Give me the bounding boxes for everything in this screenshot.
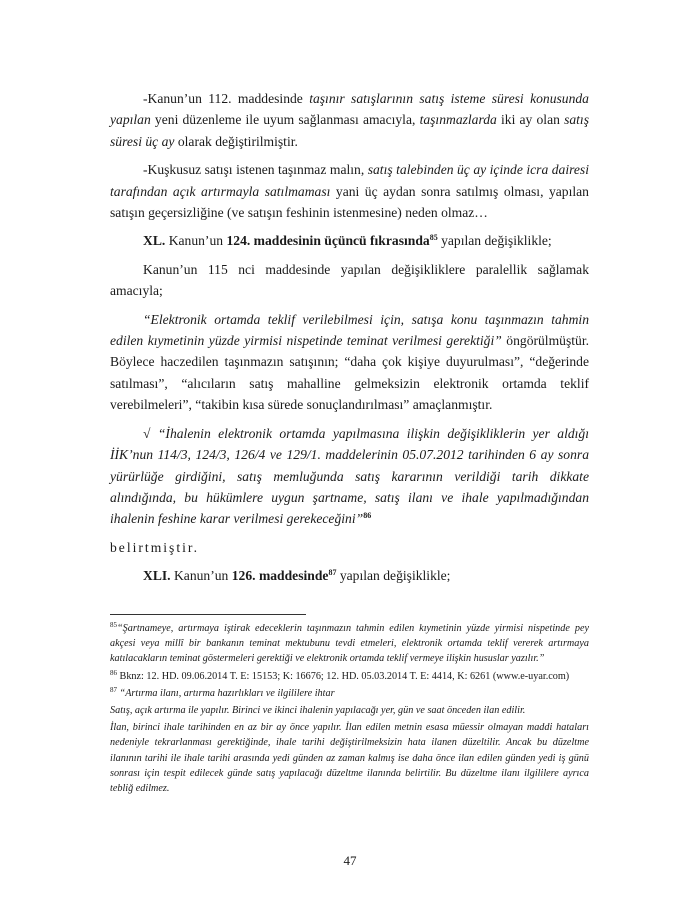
paragraph-court-decision bbox=[110, 423, 589, 530]
footnote-85 bbox=[110, 621, 589, 667]
paragraph-conclusion: belirtmiştir. bbox=[110, 539, 200, 555]
footnote-number: 85 bbox=[110, 621, 117, 629]
text-run: yapılan değişiklikle; bbox=[437, 233, 552, 249]
footnote-number: 86 bbox=[110, 668, 117, 677]
footnote-ref-85: 85 bbox=[429, 233, 438, 243]
footnote-ref-87: 87 bbox=[328, 568, 337, 578]
heading-xl bbox=[110, 230, 589, 251]
text-run: Kanun’un bbox=[170, 568, 232, 584]
text-run: yeni düzenleme ile uyum sağlanması amacıyla, bbox=[150, 112, 420, 128]
footnote-87-paragraph bbox=[110, 720, 589, 796]
text-run: yapılan değişiklikle; bbox=[336, 568, 451, 584]
check-mark-icon: √ bbox=[143, 425, 158, 441]
footnote-divider bbox=[110, 614, 306, 615]
text-run: Kanun’un bbox=[165, 233, 227, 249]
text-run: olarak değiştirilmiştir. bbox=[174, 133, 298, 149]
bold-run: 126. maddesinde bbox=[231, 568, 329, 584]
italic-run: taşınmazlarda bbox=[419, 112, 497, 128]
italic-run: taşınır satışlarının satış isteme süresi konusunda yapılan bbox=[110, 91, 589, 128]
italic-run: satış talebinden üç ay içinde icra dairesi tarafından açık artırmayla satılmaması bbox=[110, 162, 589, 199]
text-run: yani üç aydan sonra satılmış olması, yapılan satışın geçersizliğine (ve satışın feshinin istenmesine) neden olmaz… bbox=[110, 183, 589, 221]
paragraph-sale-validity bbox=[110, 159, 589, 223]
main-text bbox=[110, 88, 589, 594]
footnote-87-paragraph bbox=[110, 703, 589, 718]
paragraph-sale-period bbox=[110, 88, 589, 152]
italic-quote: “Elektronik ortamda teklif verilebilmesi için, satışa konu taşınmazın tahmin edilen kıymetinin yüzde yirmisi nispetinde teminat verilmesi gerektiği” bbox=[110, 311, 589, 349]
paragraph-electronic-bid bbox=[110, 309, 589, 416]
text-run: öngörülmüştür. Böylece haczedilen taşınmazın satışının; “daha çok kişiye duyurulması”, “değerinde satılması”, “alıcıların satış mahalline gelmeksizin elektronik ortamda teklif verebilmeleri”, “takibin kısa sürede sonuçlandırılması” amaçlanmıştır. bbox=[110, 333, 589, 413]
footnote-ref-86: 86 bbox=[363, 511, 372, 521]
text-run: -Kuşkusuz satışı istenen taşınmaz malın, bbox=[143, 162, 368, 178]
text-run: iki ay olan bbox=[496, 112, 565, 128]
section-number: XLI. bbox=[143, 568, 171, 584]
heading-xli bbox=[110, 565, 589, 586]
bold-run: 124. maddesinin üçüncü fıkrasında bbox=[226, 233, 430, 249]
footnote-text: Bknz: 12. HD. 09.06.2014 T. E: 15153; K: 16676; 12. HD. 05.03.2014 T. E: 4414, K: 6261 (www.e-uyar.com) bbox=[117, 670, 570, 682]
footnote-text: “Şartnameye, artırmaya iştirak edeceklerin taşınmazın tahmin edilen kıymetinin yüzde yirmisi nispetinde pey akçesi veya millî bir bankanın teminat mektubunu tevdi etmeleri, elektronik ortamda teklif vererek artırmaya katılacakların teminat göstermeleri gerektiği ve elektronik ortamda teklif vermeye ilişkin hususlar yazılır.” bbox=[110, 623, 589, 665]
text-run: -Kanun’un 112. maddesinde bbox=[143, 91, 310, 106]
footnote-text: Satış, açık artırma ile yapılır. Birinci ve ikinci ihalenin yapılacağı yer, gün ve saat önceden ilan edilir. bbox=[110, 705, 526, 717]
footnote-86 bbox=[110, 669, 589, 684]
footnotes bbox=[110, 621, 589, 798]
footnote-number: 87 bbox=[110, 685, 117, 694]
footnote-title: “Artırma ilanı, artırma hazırlıkları ve ilgililere ihtar bbox=[117, 687, 335, 699]
italic-quote: “İhalenin elektronik ortamda yapılmasına ilişkin değişikliklerin yer aldığı İİK’nun 114/3, 124/3, 126/4 ve 129/1. maddelerinin 05.07.2012 tarihinden 6 ay sonra yürürlüğe girdiğini, satış memluğunda satış kararının verildiği tarih dikkate alındığında, bu hükümlere uygun şartname, satış ilanı ve ihale yapılmadığından ihalenin feshine karar verilmesi gerekeceğini” bbox=[110, 425, 590, 527]
paragraph-parallelism: Kanun’un 115 nci maddesinde yapılan değişikliklere paralellik sağlamak amacıyla; bbox=[110, 261, 589, 299]
page-number: 47 bbox=[343, 853, 357, 868]
footnote-text: İlan, birinci ihale tarihinden en az bir ay önce yapılır. İlan edilen metnin esasa müessir olmayan maddi hataları nedeniyle tekrarlanması gerektiğinde, ihale tarihi değiştirilmeksizin hata ilanen düzeltilir. Ancak bu düzeltme ilanının tarihi ile ihale tarihi arasında yedi günden az zaman kalmış ise daha önce ilan edilen günden yedi iş günü sonrası için tespit edilecek günde satış yapılacağı düzeltme ilanında belirtilir. Bu düzeltme ilanı ilgililere ayrıca tebliğ edilmez. bbox=[110, 722, 589, 795]
italic-run: satış süresi üç ay bbox=[110, 112, 589, 149]
footnote-87 bbox=[110, 686, 589, 701]
section-number: XL. bbox=[143, 233, 166, 249]
